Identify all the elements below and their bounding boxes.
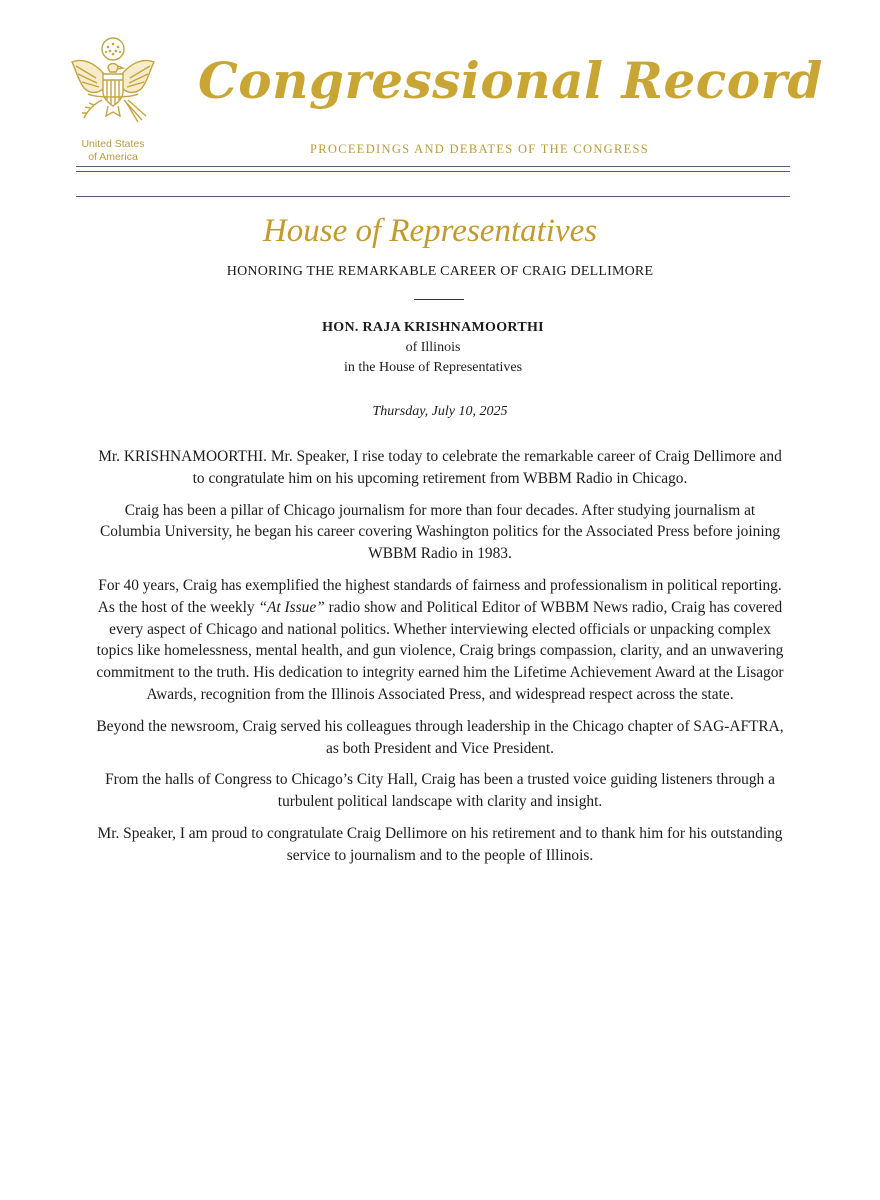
member-block (0, 318, 866, 378)
seal-caption (60, 138, 166, 164)
great-seal-eagle-icon (66, 36, 160, 132)
masthead-rule-middle (76, 171, 790, 172)
seal-caption-line1: United States (81, 138, 145, 150)
member-chamber: in the House of Representatives (343, 360, 523, 375)
seal-caption-line2: of America (88, 151, 138, 163)
paragraph-6: Mr. Speaker, I am proud to congratulate Craig Dellimore on his retirement and to thank him for his outstanding service to journalism and to the people of Illinois. (97, 824, 783, 864)
paragraph-5: From the halls of Congress to Chicago’s City Hall, Craig has been a trusted voice guiding listeners through a turbulent political landscape with clarity and insight. (105, 771, 775, 811)
speech-body (96, 446, 784, 877)
member-name: HON. RAJA KRISHNAMOORTHI (322, 320, 544, 335)
paragraph-3-text-a: For 40 years, Craig has exemplified the highest standards of fairness and professionalism in political reporting. As the host of the weekly (97, 576, 782, 616)
chamber-heading: House of Representatives (262, 213, 598, 249)
masthead-title: Congressional Record (198, 51, 823, 110)
headline-divider (414, 299, 464, 300)
masthead-rule-top (76, 166, 790, 167)
masthead-rule-bottom (76, 196, 790, 197)
masthead-subtitle: PROCEEDINGS AND DEBATES OF THE CONGRESS (310, 142, 650, 156)
speech-headline: HONORING THE REMARKABLE CAREER OF CRAIG DELLIMORE (226, 264, 654, 279)
paragraph-1: Mr. KRISHNAMOORTHI. Mr. Speaker, I rise today to celebrate the remarkable career of Craig Dellimore and to congratulate him on his upcoming retirement from WBBM Radio in Chicago. (98, 448, 782, 487)
member-state: of Illinois (405, 340, 461, 355)
paragraph-2: Craig has been a pillar of Chicago journalism for more than four decades. After studying journalism at Columbia University, he began his career covering Washington politics for the Associated Press before joining WBBM Radio in 1983. (99, 501, 781, 563)
paragraph-3-text-b: radio show and Political Editor of WBBM News radio, Craig has covered every aspect of Chicago and national politics. Whether interviewing elected officials or unpacking complex topics like homelessness, mental health, and gun violence, Craig brings compassion, clarity, and an unwavering commitment to the truth. His dedication to integrity earned him the Lifetime Achievement Award at the Lisagor Awards, recognition from the Illinois Associated Press, and widespread respect across the state. (96, 598, 784, 703)
paragraph-3 (96, 575, 784, 706)
show-title-at-issue: “At Issue” (258, 598, 325, 616)
speech-date: Thursday, July 10, 2025 (372, 404, 508, 419)
paragraph-4: Beyond the newsroom, Craig served his colleagues through leadership in the Chicago chapter of SAG-AFTRA, as both President and Vice President. (96, 717, 784, 757)
